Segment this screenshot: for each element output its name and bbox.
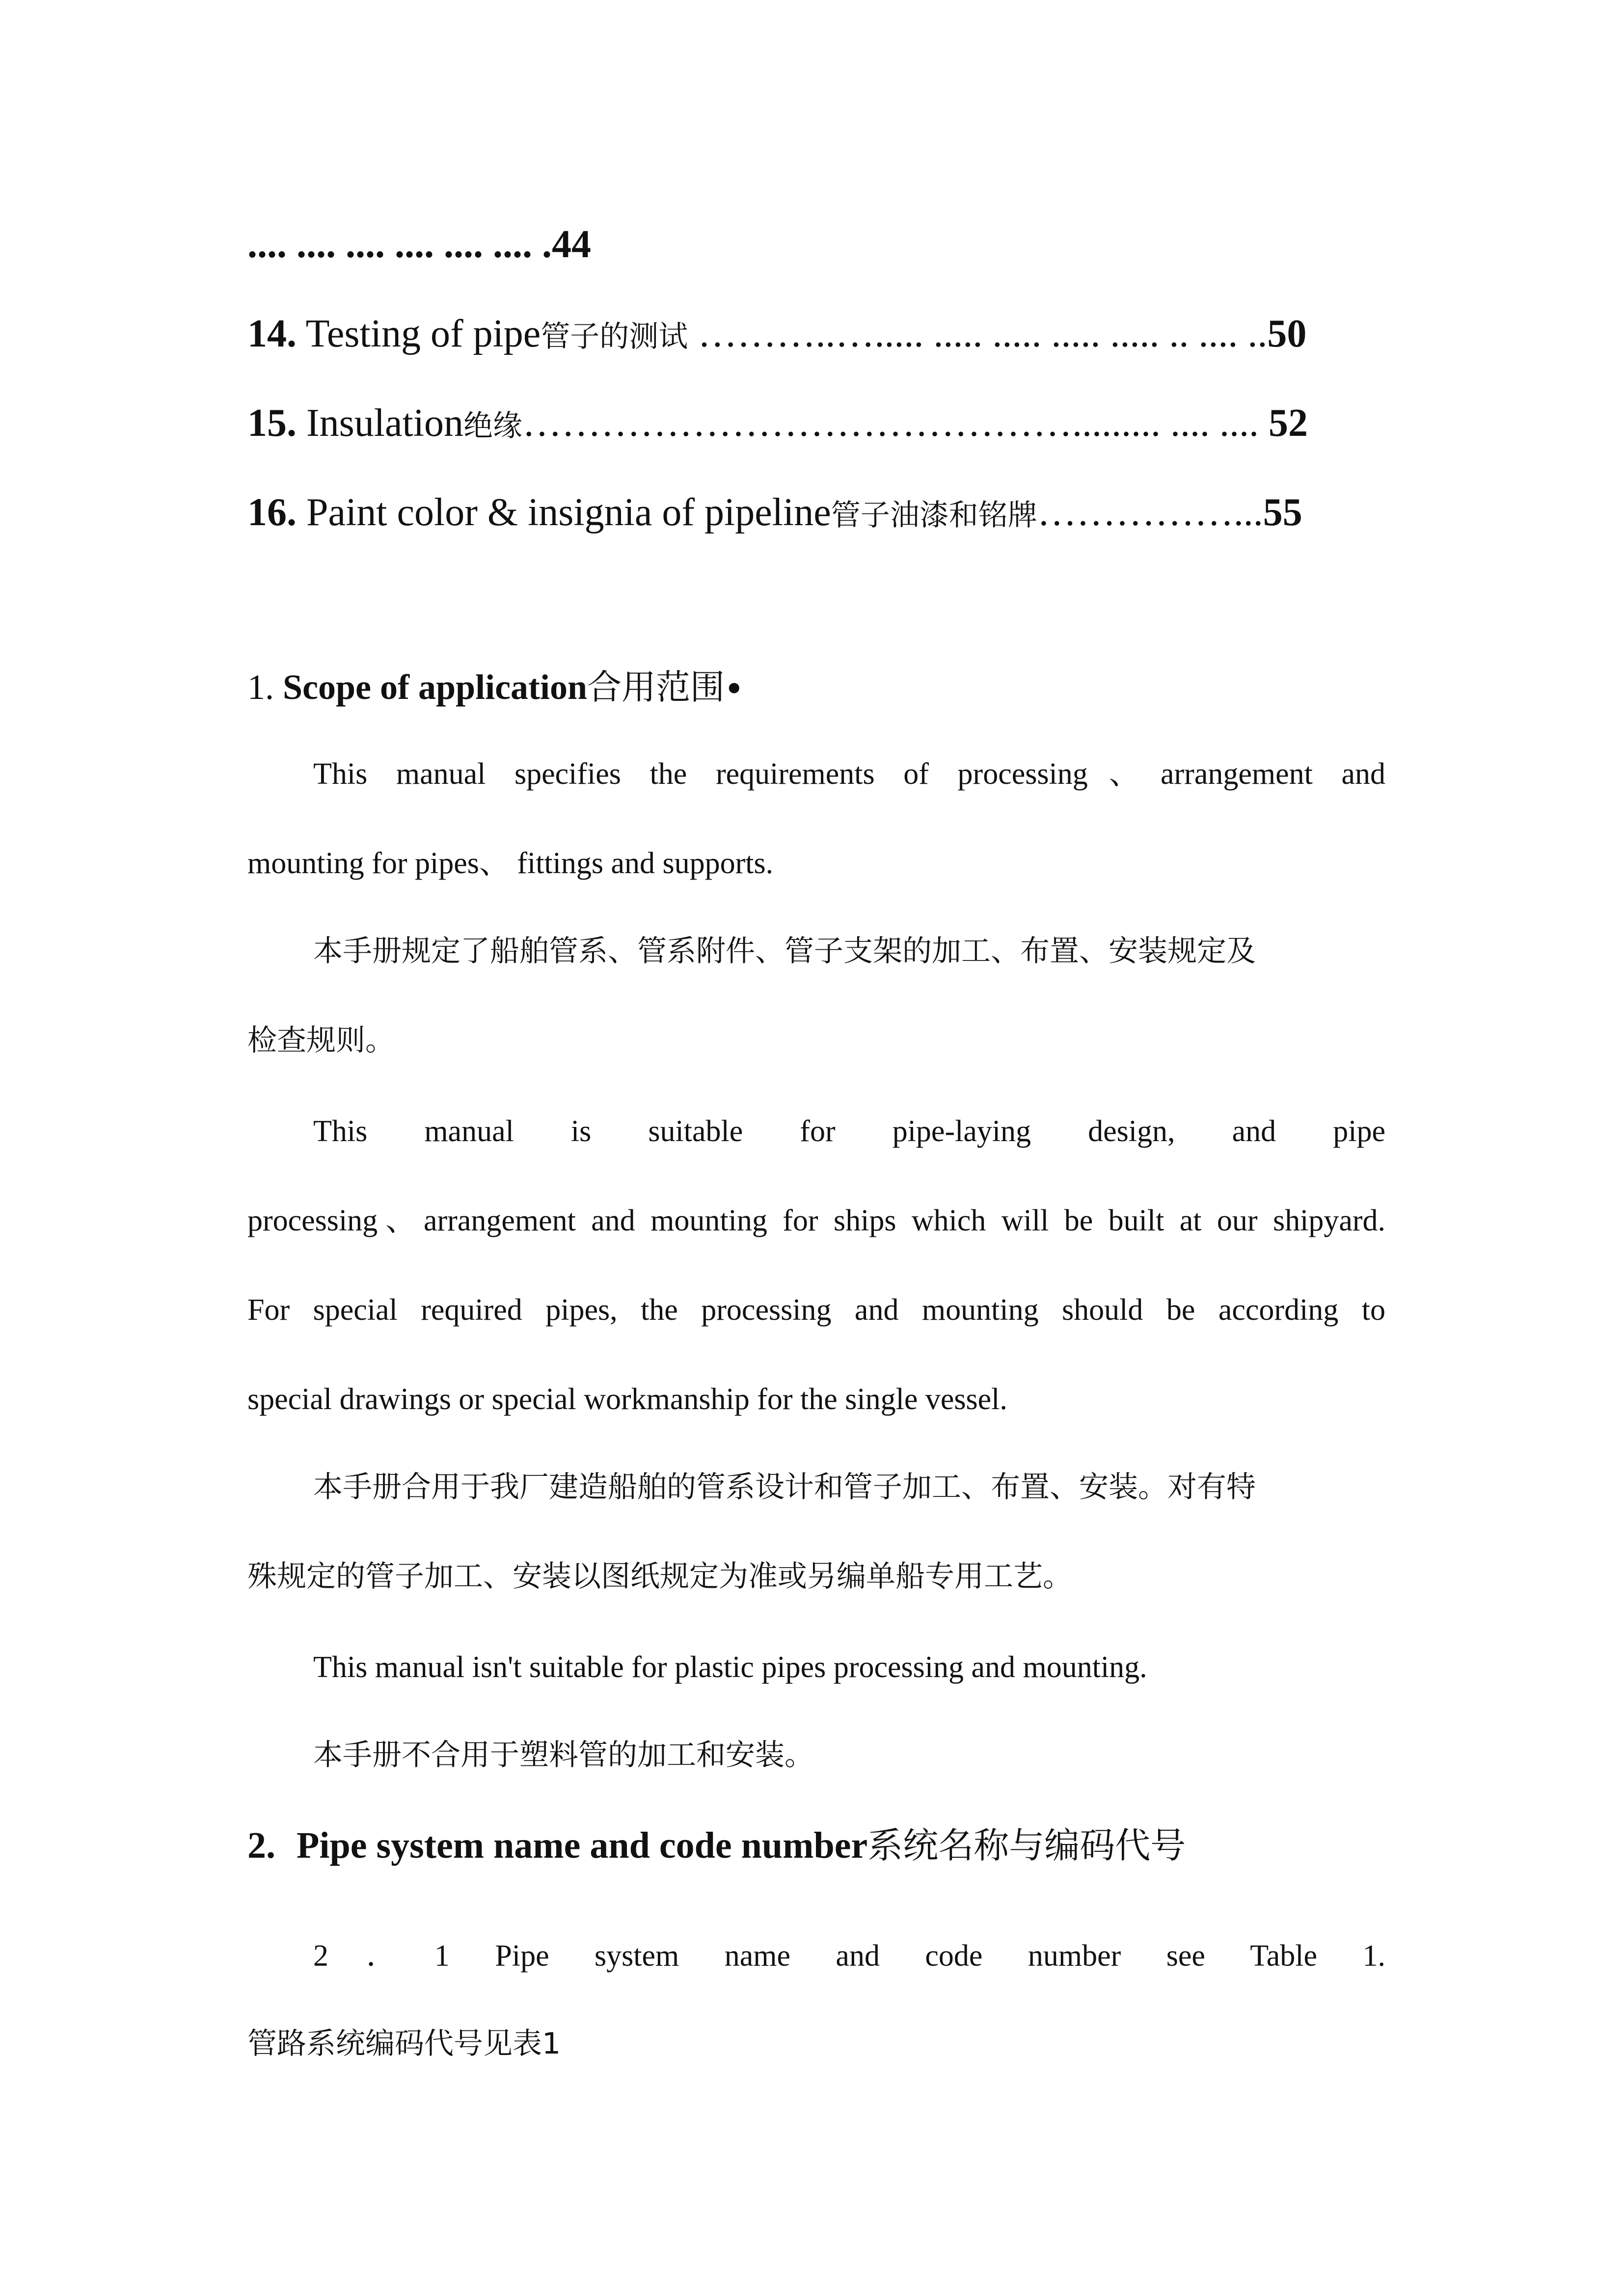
toc-item-number: 14. [247,312,297,355]
bullet-icon: • [725,672,744,706]
toc-item-number: 16. [247,491,297,534]
toc-item-15[interactable] [247,403,1308,443]
toc-item-leader: ………..…..... ..... ..... ..... ..... .. .... .. [688,312,1268,355]
toc-item-16[interactable] [247,493,1302,532]
paragraph-3-line-4: special drawings or special workmanship for the single vessel. [247,1383,1007,1416]
toc-item-title: Paint color & insignia of pipeline [306,491,831,534]
section-title: Scope of application [283,667,588,707]
paragraph-1-line-1: This manual specifies the requirements of processing、arrangement and [313,757,1385,791]
paragraph-3-line-2: processing、arrangement and mounting for ships which will be built at our shipyard. [247,1204,1385,1237]
paragraph-4-line-2: 殊规定的管子加工、安装以图纸规定为准或另编单船专用工艺。 [247,1559,1072,1594]
toc-item-page: 55 [1263,491,1302,534]
toc-item-page: 52 [1268,401,1308,445]
paragraph-3-line-1: This manual is suitable for pipe-laying design, and pipe [313,1115,1385,1148]
toc-item-title-zh: 管子的测试 [541,320,688,354]
section-title-zh: 系统名称与编码代号 [867,1825,1186,1866]
toc-continuation-line [247,225,591,264]
section-title-zh: 合用范围 [587,667,725,707]
paragraph-6: 本手册不合用于塑料管的加工和安装。 [313,1738,814,1772]
subsection-2-1-line-2: 管路系统编码代号见表1 [247,2027,561,2061]
toc-item-title: Insulation [306,401,463,445]
paragraph-1-line-2: mounting for pipes、 fittings and supports. [247,847,774,880]
toc-item-leader: ……………... [1037,491,1263,534]
paragraph-2-line-1: 本手册规定了船舶管系、管系附件、管子支架的加工、布置、安装规定及 [313,934,1256,968]
section-number: 2. [247,1825,275,1866]
toc-item-number: 15. [247,401,297,445]
toc-continuation-text: .... .... .... .... .... .... .44 [247,223,591,266]
paragraph-2-line-2: 检查规则。 [247,1023,395,1058]
subsection-2-1-line-1: 2．1 Pipe system name and code number see Table 1. [313,1939,1385,1973]
paragraph-4-line-1: 本手册合用于我厂建造船舶的管系设计和管子加工、布置、安装。对有特 [313,1470,1256,1504]
toc-item-title: Testing of pipe [305,312,541,355]
toc-item-page: 50 [1267,312,1307,355]
toc-item-title-zh: 管子油漆和铭牌 [831,498,1037,533]
paragraph-3-line-3: For special required pipes, the processing and mounting should be according to [247,1293,1385,1327]
toc-item-title-zh: 绝缘 [463,409,522,443]
section-2-heading [247,1827,1186,1864]
toc-item-14[interactable] [247,314,1306,353]
section-title: Pipe system name and code number [297,1825,868,1866]
section-1-heading [247,669,743,705]
section-number: 1. [247,667,274,707]
toc-item-leader: ……………………………………......... .... .... [522,401,1269,445]
paragraph-5: This manual isn't suitable for plastic pipes processing and mounting. [313,1651,1147,1684]
